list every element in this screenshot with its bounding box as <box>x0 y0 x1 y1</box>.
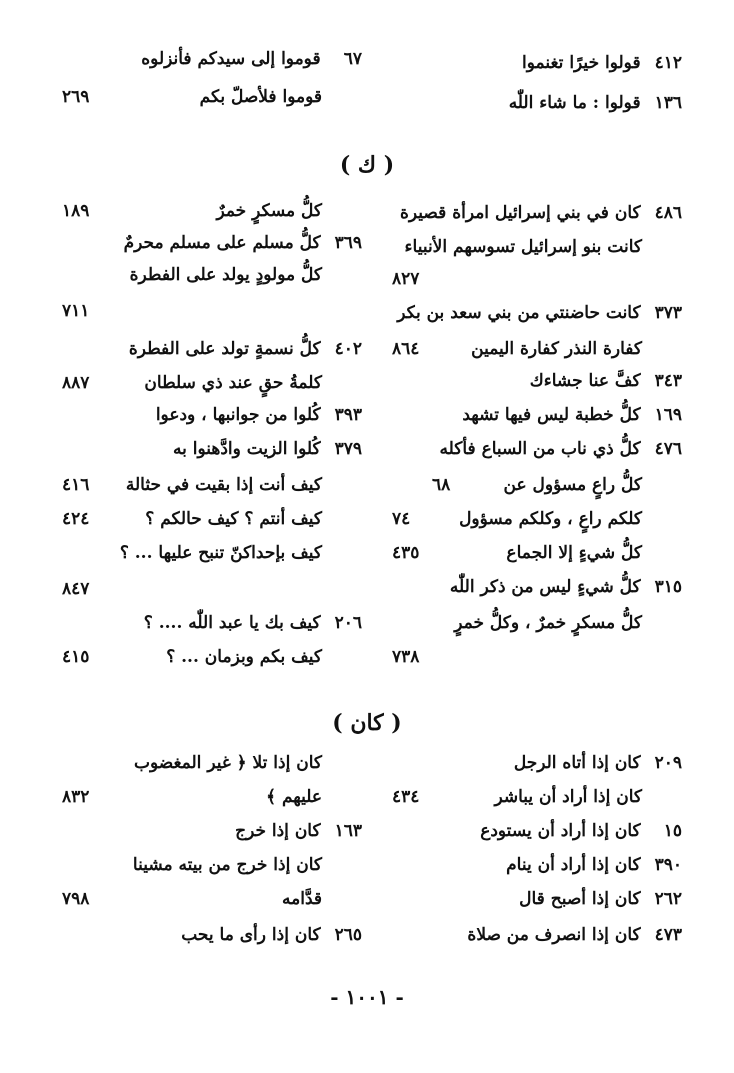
list-item: كلمةُ حقٍ عند ذي سلطان ٨٨٧ <box>62 373 322 393</box>
list-item: ٤٠٢ كلُّ نسمةٍ تولد على الفطرة <box>128 339 362 359</box>
list-item: كلُّ مسكرٍ خمرٌ ١٨٩ <box>62 201 322 221</box>
list-item: كلُّ شيءٍ إلا الجماع ٤٣٥ <box>392 543 642 563</box>
list-item: كيف أنتم ؟ كيف حالكم ؟ ٤٢٤ <box>62 509 322 529</box>
list-item: ٤٧٦ كلُّ ذي ناب من السباع فأكله <box>439 439 682 459</box>
list-item: ٢٠٦ كيف بك يا عبد اللّٰه .... ؟ <box>143 613 362 633</box>
list-item: ٣٧٣ كانت حاضنتي من بني سعد بن بكر <box>397 303 682 323</box>
list-item: ٢٦٢ كان إذا أصبح قال <box>519 889 682 909</box>
list-item: ٣١٥ كلُّ شيءٍ ليس من ذكر اللّٰه <box>449 577 682 597</box>
list-item: كان إذا تلا ﴿ غير المغضوب <box>133 753 322 773</box>
list-item: عليهم ﴾ ٨٣٢ <box>62 787 322 807</box>
list-item: كيف أنت إذا بقيت في حثالة ٤١٦ <box>62 475 322 495</box>
list-item: كيف بكم وبزمان ... ؟ ٤١٥ <box>62 647 322 667</box>
list-item: ٤٨٦ كان في بني إسرائيل امرأة قصيرة <box>399 203 682 223</box>
list-item: ٣٦٩ كلُّ مسلم على مسلم محرمٌ <box>123 233 362 253</box>
list-item: ١٦٩ كلُّ خطبة ليس فيها تشهد <box>462 405 682 425</box>
list-item: ٣٩٣ كُلوا من جوانبها ، ودعوا <box>155 405 362 425</box>
section-heading-kaf: ( ك ) <box>339 152 395 178</box>
list-item: كيف بإحداكنّ تنبح عليها ... ؟ <box>119 543 322 563</box>
list-item: ٣٩٠ كان إذا أراد أن ينام <box>506 855 682 875</box>
list-item: كفارة النذر كفارة اليمين ٨٦٤ <box>392 339 642 359</box>
list-item: ٣٤٣ كفَّ عنا جشاءك <box>529 371 682 391</box>
list-item: ٤١٢ قولوا خيرًا تغنموا <box>522 53 682 73</box>
list-item: كلُّ مسكرٍ خمرٌ ، وكلُّ خمرٍ <box>454 613 642 633</box>
list-item: كان إذا خرج من بيته مشينا <box>132 855 322 875</box>
list-item: ٦٧ قوموا إلى سيدكم فأنزلوه <box>141 49 362 69</box>
list-item: ٨٤٧ <box>62 579 90 599</box>
list-item: قدَّامه ٧٩٨ <box>62 889 322 909</box>
list-item: ١٥ كان إذا أراد أن يستودع <box>480 821 682 841</box>
list-item: ١٦٣ كان إذا خرج <box>235 821 362 841</box>
list-item: ١٣٦ قولوا : ما شاء اللّٰه <box>508 93 682 113</box>
list-item: كانت بنو إسرائيل تسوسهم الأنبياء <box>404 237 642 257</box>
list-item: ٢٦٥ كان إذا رأى ما يحب <box>181 925 362 945</box>
list-item: كلُّ راعٍ مسؤول عن ٦٨ <box>432 475 642 495</box>
list-item: كلُّ مولودٍ يولد على الفطرة <box>129 265 322 285</box>
list-item: كلكم راعٍ ، وكلكم مسؤول ٧٤ <box>392 509 642 529</box>
list-item: ٧١١ <box>62 301 90 321</box>
list-item: ٨٢٧ <box>392 269 420 289</box>
section-heading-kana: ( كان ) <box>332 710 402 736</box>
list-item: قوموا فلأصلّ بكم ٢٦٩ <box>62 87 322 107</box>
list-item: ٢٠٩ كان إذا أتاه الرجل <box>513 753 682 773</box>
page-number: - ١٠٠١ - <box>330 985 404 1009</box>
list-item: ٣٧٩ كُلوا الزيت وادَّهنوا به <box>172 439 362 459</box>
list-item: كان إذا أراد أن يباشر ٤٣٤ <box>392 787 642 807</box>
list-item: ٧٣٨ <box>392 647 420 667</box>
list-item: ٤٧٣ كان إذا انصرف من صلاة <box>467 925 682 945</box>
